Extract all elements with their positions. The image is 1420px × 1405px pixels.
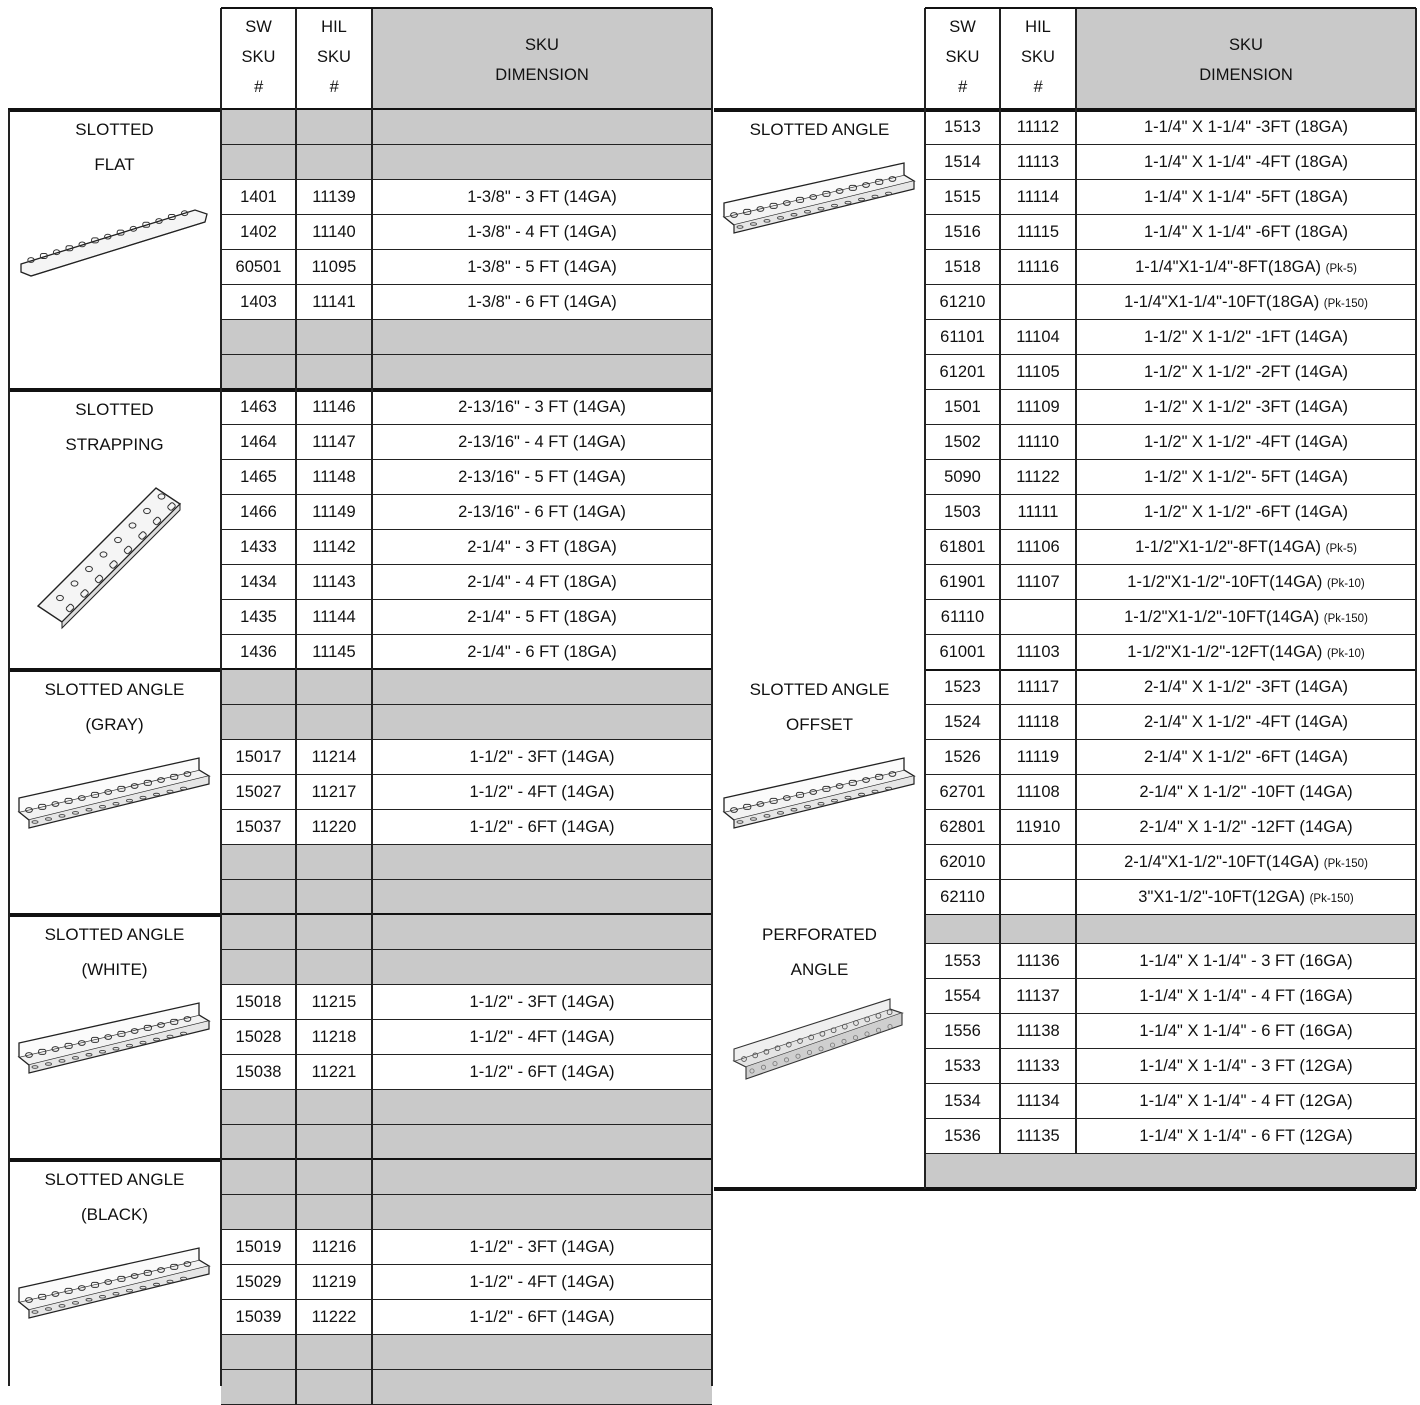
section-label: STRAPPING: [65, 435, 164, 454]
dimension-text: 1-1/2" - 3FT (14GA): [469, 748, 615, 766]
dimension-cell: [1076, 810, 1416, 844]
sw-sku-cell: 1556: [944, 1022, 981, 1040]
section-label: SLOTTED ANGLE: [44, 1170, 185, 1189]
section-divider: [714, 1187, 1416, 1191]
hil-sku-cell: [1000, 880, 1076, 914]
slotted-angle-icon: [720, 750, 920, 830]
dimension-cell: [372, 1265, 712, 1299]
perforated-angle-icon: [730, 995, 910, 1095]
dimension-cell: [372, 460, 712, 494]
hil-sku-cell: 11119: [1016, 748, 1060, 766]
sw-sku-cell: 1465: [240, 468, 277, 486]
dimension-cell: [372, 285, 712, 319]
pack-qty-note: (Pk-10): [1327, 578, 1365, 590]
sw-sku-cell: 1526: [944, 748, 981, 766]
left-sw-column-border: [220, 8, 222, 1386]
slotted-strap-icon: [30, 470, 200, 630]
section-label: SLOTTED: [75, 400, 154, 419]
dimension-cell: [372, 600, 712, 634]
hil-sku-cell: 11134: [1016, 1092, 1060, 1110]
dimension-cell: [372, 390, 712, 424]
sw-sku-cell: 61901: [939, 573, 986, 591]
hil-sku-cell: 11141: [312, 293, 356, 311]
sw-sku-cell: 62110: [940, 888, 985, 906]
section-label: SLOTTED ANGLE: [44, 925, 185, 944]
sw-sku-cell: 1434: [240, 573, 277, 591]
dimension-text: 1-1/2" - 4FT (14GA): [469, 1273, 615, 1291]
dimension-text: 2-1/4" X 1-1/2" -10FT (14GA): [1139, 783, 1353, 801]
hil-sku-cell: 11222: [311, 1308, 357, 1326]
header-sw-line: SW: [949, 18, 976, 36]
sw-sku-cell: 1524: [944, 713, 981, 731]
dimension-text: 1-1/2" - 6FT (14GA): [469, 1308, 615, 1326]
hil-sku-cell: 11214: [311, 748, 357, 766]
pack-qty-note: (Pk-10): [1327, 648, 1365, 660]
header-hil-line: SKU: [1021, 48, 1055, 66]
hil-sku-cell: 11104: [1016, 328, 1060, 346]
dimension-cell: [372, 495, 712, 529]
section-label: SLOTTED ANGLE: [749, 120, 890, 139]
slotted-flat-bar-icon: [15, 190, 215, 280]
dimension-text: 2-1/4"X1-1/2"-10FT(14GA): [1124, 853, 1320, 871]
dimension-cell: [372, 1230, 712, 1264]
section-label: ANGLE: [790, 960, 849, 979]
dimension-text: 2-1/4" X 1-1/2" -12FT (14GA): [1139, 818, 1353, 836]
header-sw-line: SW: [245, 18, 272, 36]
dimension-text: 2-1/4" - 5 FT (18GA): [467, 608, 617, 626]
dimension-text: 2-1/4" - 6 FT (18GA): [467, 643, 617, 661]
header-sw-line: SKU: [945, 48, 980, 66]
dimension-cell: [1076, 1084, 1416, 1118]
sw-sku-cell: 60501: [235, 258, 282, 276]
dimension-cell: [372, 985, 712, 1019]
hil-sku-cell: 11117: [1016, 678, 1060, 696]
sw-sku-cell: 1523: [944, 678, 981, 696]
hil-sku-cell: 11106: [1016, 538, 1060, 556]
sw-sku-cell: 1403: [240, 293, 277, 311]
dimension-text: 2-13/16" - 6 FT (14GA): [458, 503, 626, 521]
dimension-text: 1-1/2" X 1-1/2" -1FT (14GA): [1144, 328, 1348, 346]
sw-sku-cell: 62010: [939, 853, 986, 871]
sw-sku-cell: 61201: [939, 363, 986, 381]
sw-sku-cell: 1514: [944, 153, 981, 171]
sw-sku-cell: 1513: [944, 118, 981, 136]
sw-sku-cell: 61001: [939, 643, 986, 661]
hil-sku-cell: 11139: [312, 188, 356, 206]
right-outer-border: [1415, 8, 1417, 1189]
header-sw-line: #: [253, 78, 264, 96]
hil-sku-cell: 11145: [312, 643, 356, 661]
hil-sku-cell: 11221: [311, 1063, 357, 1081]
sw-sku-cell: 61110: [940, 608, 985, 626]
hil-sku-cell: 11105: [1016, 363, 1060, 381]
dimension-cell: [1076, 1119, 1416, 1153]
sw-sku-cell: 1536: [944, 1127, 981, 1145]
sw-sku-cell: 1464: [240, 433, 277, 451]
dimension-text: 2-13/16" - 3 FT (14GA): [458, 398, 626, 416]
hil-sku-cell: 11149: [312, 503, 356, 521]
section-label: (WHITE): [81, 960, 148, 979]
dimension-text: 1-1/2" - 6FT (14GA): [469, 818, 615, 836]
dimension-text: 1-1/4" X 1-1/4" - 3 FT (16GA): [1139, 952, 1353, 970]
sw-sku-cell: 1463: [240, 398, 277, 416]
dimension-text: 1-1/4" X 1-1/4" -5FT (18GA): [1144, 188, 1348, 206]
dimension-text: 1-1/2"X1-1/2"-10FT(14GA): [1124, 608, 1320, 626]
sw-sku-cell: 1534: [944, 1092, 981, 1110]
hil-sku-cell: [1000, 845, 1076, 879]
header-hil-line: HIL: [321, 18, 347, 36]
sw-sku-cell: 1436: [240, 643, 277, 661]
dimension-text: 1-1/4" X 1-1/4" -3FT (18GA): [1144, 118, 1348, 136]
sw-sku-cell: 15029: [235, 1273, 282, 1291]
dimension-text: 1-1/4" X 1-1/4" - 4 FT (16GA): [1139, 987, 1353, 1005]
hil-sku-cell: 11111: [1017, 503, 1059, 521]
right-sw-column-border: [924, 8, 926, 1189]
dimension-text: 1-3/8" - 4 FT (14GA): [467, 223, 617, 241]
dimension-cell: [372, 250, 712, 284]
slotted-angle-icon: [15, 750, 215, 830]
hil-sku-cell: 11115: [1016, 223, 1060, 241]
sw-sku-cell: 15017: [235, 748, 282, 766]
slotted-angle-icon: [15, 1240, 215, 1320]
hil-sku-cell: 11103: [1016, 643, 1060, 661]
hil-sku-cell: 11108: [1016, 783, 1060, 801]
section-label: PERFORATED: [762, 925, 877, 944]
dimension-cell: [372, 425, 712, 459]
dimension-text: 1-1/2" X 1-1/2" -6FT (14GA): [1144, 503, 1348, 521]
section-label: SLOTTED: [75, 120, 154, 139]
hil-sku-cell: 11143: [312, 573, 356, 591]
pack-qty-note: (Pk-5): [1325, 543, 1357, 555]
dimension-cell: [1076, 390, 1416, 424]
sw-sku-cell: 1502: [944, 433, 981, 451]
hil-sku-cell: 11107: [1016, 573, 1060, 591]
dimension-text: 1-1/4"X1-1/4"-8FT(18GA): [1135, 258, 1322, 276]
dimension-cell: [1076, 215, 1416, 249]
dimension-text: 3"X1-1/2"-10FT(12GA): [1138, 888, 1305, 906]
hil-sku-cell: 11114: [1016, 188, 1060, 206]
dimension-text: 1-1/4" X 1-1/4" - 6 FT (16GA): [1139, 1022, 1353, 1040]
pack-qty-note: (Pk-150): [1309, 893, 1354, 905]
hil-sku-cell: 11112: [1016, 118, 1060, 136]
dimension-cell: [372, 215, 712, 249]
dimension-text: 2-1/4" X 1-1/2" -3FT (14GA): [1144, 678, 1348, 696]
dimension-text: 1-1/2" X 1-1/2" -4FT (14GA): [1144, 433, 1348, 451]
section-label: (BLACK): [80, 1205, 149, 1224]
sw-sku-cell: 62701: [939, 783, 986, 801]
dimension-cell: [1076, 110, 1416, 144]
sw-sku-cell: 1435: [240, 608, 277, 626]
header-sw-line: SKU: [241, 48, 276, 66]
slotted-angle-icon: [15, 995, 215, 1075]
hil-sku-cell: 11136: [1016, 952, 1060, 970]
dimension-cell: [1076, 740, 1416, 774]
sw-sku-cell: 1402: [240, 223, 277, 241]
dimension-cell: [1076, 1049, 1416, 1083]
dimension-text: 1-3/8" - 6 FT (14GA): [467, 293, 617, 311]
sw-sku-cell: 62801: [939, 818, 986, 836]
dimension-cell: [1076, 285, 1416, 319]
sw-sku-cell: 15019: [235, 1238, 282, 1256]
dimension-cell: [372, 530, 712, 564]
section-label: FLAT: [94, 155, 135, 174]
sw-sku-cell: 1401: [240, 188, 277, 206]
dimension-cell: [1076, 320, 1416, 354]
hil-sku-cell: 11109: [1016, 398, 1060, 416]
hil-sku-cell: 11137: [1016, 987, 1060, 1005]
right-dim-column-border: [1075, 8, 1077, 1154]
dimension-text: 2-1/4" - 3 FT (18GA): [467, 538, 617, 556]
sw-sku-cell: 1518: [944, 258, 981, 276]
dimension-cell: [1076, 845, 1416, 879]
hil-sku-cell: 11113: [1016, 153, 1060, 171]
dimension-text: 2-13/16" - 4 FT (14GA): [458, 433, 626, 451]
dimension-text: 2-1/4" - 4 FT (18GA): [467, 573, 617, 591]
slotted-angle-icon: [720, 155, 920, 235]
dimension-text: 1-1/2" - 6FT (14GA): [469, 1063, 615, 1081]
dimension-cell: [372, 740, 712, 774]
header-hil-line: HIL: [1025, 18, 1051, 36]
sw-sku-cell: 1433: [240, 538, 277, 556]
dimension-cell: [1076, 670, 1416, 704]
dimension-text: 1-1/2" - 4FT (14GA): [469, 1028, 615, 1046]
dimension-cell: [372, 1020, 712, 1054]
header-hil-line: #: [329, 78, 339, 96]
sw-sku-cell: 15028: [235, 1028, 282, 1046]
header-dim-line: DIMENSION: [495, 66, 589, 84]
hil-sku-cell: 11910: [1015, 818, 1061, 836]
dimension-cell: [1076, 880, 1416, 914]
sw-sku-cell: 61101: [940, 328, 985, 346]
header-dim-line: DIMENSION: [1199, 66, 1293, 84]
hil-sku-cell: 11138: [1016, 1022, 1060, 1040]
dimension-text: 1-1/2"X1-1/2"-8FT(14GA): [1135, 538, 1322, 556]
sw-sku-cell: 1553: [944, 952, 981, 970]
right-hil-column-border: [999, 8, 1001, 1154]
dimension-cell: [1076, 944, 1416, 978]
left-hil-column-border: [295, 8, 297, 1405]
dimension-text: 2-1/4" X 1-1/2" -4FT (14GA): [1144, 713, 1348, 731]
hil-sku-cell: 11142: [312, 538, 356, 556]
hil-sku-cell: 11116: [1016, 258, 1060, 276]
dimension-cell: [1076, 775, 1416, 809]
section-label: SLOTTED ANGLE: [749, 680, 890, 699]
dimension-cell: [1076, 565, 1416, 599]
dimension-cell: [372, 180, 712, 214]
dimension-text: 1-1/2" X 1-1/2" -3FT (14GA): [1144, 398, 1348, 416]
hil-sku-cell: [1000, 600, 1076, 634]
dimension-text: 1-1/4" X 1-1/4" - 3 FT (12GA): [1139, 1057, 1353, 1075]
sw-sku-cell: 1466: [240, 503, 277, 521]
sw-sku-cell: 15018: [235, 993, 282, 1011]
dimension-text: 1-3/8" - 3 FT (14GA): [467, 188, 617, 206]
dimension-text: 1-1/2" - 3FT (14GA): [469, 993, 615, 1011]
hil-sku-cell: 11216: [311, 1238, 357, 1256]
hil-sku-cell: 11146: [312, 398, 356, 416]
hil-sku-cell: 11219: [311, 1273, 357, 1291]
dimension-cell: [1076, 600, 1416, 634]
header-hil-line: SKU: [317, 48, 351, 66]
dimension-cell: [1076, 530, 1416, 564]
dimension-cell: [1076, 495, 1416, 529]
dimension-text: 1-1/4" X 1-1/4" -4FT (18GA): [1144, 153, 1348, 171]
dimension-text: 1-1/2" X 1-1/2"- 5FT (14GA): [1144, 468, 1348, 486]
dimension-text: 1-1/4" X 1-1/4" - 4 FT (12GA): [1139, 1092, 1353, 1110]
hil-sku-cell: 11110: [1016, 433, 1060, 451]
dimension-cell: [1076, 1014, 1416, 1048]
sw-sku-cell: 1501: [944, 398, 981, 416]
dimension-text: 1-1/2"X1-1/2"-12FT(14GA): [1127, 643, 1323, 661]
hil-sku-cell: 11147: [312, 433, 356, 451]
dimension-text: 1-1/2" - 4FT (14GA): [469, 783, 615, 801]
dimension-cell: [372, 635, 712, 669]
left-outer-border: [8, 110, 10, 1386]
hil-sku-cell: 11118: [1016, 713, 1060, 731]
hil-sku-cell: 11217: [311, 783, 357, 801]
dimension-text: 1-1/2"X1-1/2"-10FT(14GA): [1127, 573, 1323, 591]
sw-sku-cell: 61210: [939, 293, 986, 311]
sw-sku-cell: 15039: [235, 1308, 282, 1326]
section-label: SLOTTED ANGLE: [44, 680, 185, 699]
dimension-text: 1-1/2" X 1-1/2" -2FT (14GA): [1144, 363, 1348, 381]
hil-sku-cell: 11135: [1016, 1127, 1060, 1145]
dimension-text: 1-1/2" - 3FT (14GA): [469, 1238, 615, 1256]
dimension-cell: [1076, 635, 1416, 669]
hil-sku-cell: 11220: [311, 818, 357, 836]
dimension-cell: [372, 1055, 712, 1089]
header-top-border: [221, 7, 712, 9]
dimension-cell: [372, 565, 712, 599]
sw-sku-cell: 15038: [235, 1063, 282, 1081]
blank-gray-row: [925, 1154, 1416, 1189]
dimension-text: 1-1/4" X 1-1/4" -6FT (18GA): [1144, 223, 1348, 241]
hil-sku-cell: 11095: [311, 258, 357, 276]
sw-sku-cell: 1515: [944, 188, 981, 206]
sw-sku-cell: 15037: [235, 818, 282, 836]
dimension-text: 1-1/4"X1-1/4"-10FT(18GA): [1124, 293, 1320, 311]
left-dim-column-border: [371, 8, 373, 1405]
dimension-cell: [1076, 145, 1416, 179]
sw-sku-cell: 61801: [939, 538, 986, 556]
hil-sku-cell: 11215: [311, 993, 357, 1011]
dimension-cell: [372, 1300, 712, 1334]
header-hil-line: #: [1033, 78, 1043, 96]
hil-sku-cell: 11148: [312, 468, 356, 486]
dimension-cell: [372, 810, 712, 844]
pack-qty-note: (Pk-5): [1325, 263, 1357, 275]
dimension-text: 1-1/4" X 1-1/4" - 6 FT (12GA): [1139, 1127, 1353, 1145]
dimension-cell: [372, 775, 712, 809]
hil-sku-cell: 11122: [1016, 468, 1060, 486]
header-sw-line: #: [957, 78, 968, 96]
header-dim-line: SKU: [525, 36, 559, 54]
sw-sku-cell: 15027: [235, 783, 282, 801]
hil-sku-cell: 11140: [312, 223, 356, 241]
hil-sku-cell: 11133: [1016, 1057, 1060, 1075]
hil-sku-cell: [1000, 285, 1076, 319]
dimension-cell: [1076, 979, 1416, 1013]
sw-sku-cell: 1554: [944, 987, 981, 1005]
left-right-border: [711, 8, 713, 1386]
pack-qty-note: (Pk-150): [1323, 858, 1368, 870]
dimension-text: 2-13/16" - 5 FT (14GA): [458, 468, 626, 486]
dimension-cell: [1076, 460, 1416, 494]
section-label: OFFSET: [785, 715, 854, 734]
hil-sku-cell: 11144: [312, 608, 356, 626]
section-label: (GRAY): [85, 715, 144, 734]
dimension-text: 2-1/4" X 1-1/2" -6FT (14GA): [1144, 748, 1348, 766]
header-top-border: [925, 7, 1416, 9]
pack-qty-note: (Pk-150): [1323, 613, 1368, 625]
header-dim-line: SKU: [1229, 36, 1263, 54]
pack-qty-note: (Pk-150): [1323, 298, 1368, 310]
sw-sku-cell: 1503: [944, 503, 981, 521]
dimension-cell: [1076, 250, 1416, 284]
sw-sku-cell: 1516: [944, 223, 981, 241]
dimension-cell: [1076, 180, 1416, 214]
dimension-text: 1-3/8" - 5 FT (14GA): [467, 258, 617, 276]
hil-sku-cell: 11218: [311, 1028, 357, 1046]
dimension-cell: [1076, 355, 1416, 389]
dimension-cell: [1076, 705, 1416, 739]
dimension-cell: [1076, 425, 1416, 459]
sw-sku-cell: 5090: [944, 468, 981, 486]
sw-sku-cell: 1533: [944, 1057, 981, 1075]
